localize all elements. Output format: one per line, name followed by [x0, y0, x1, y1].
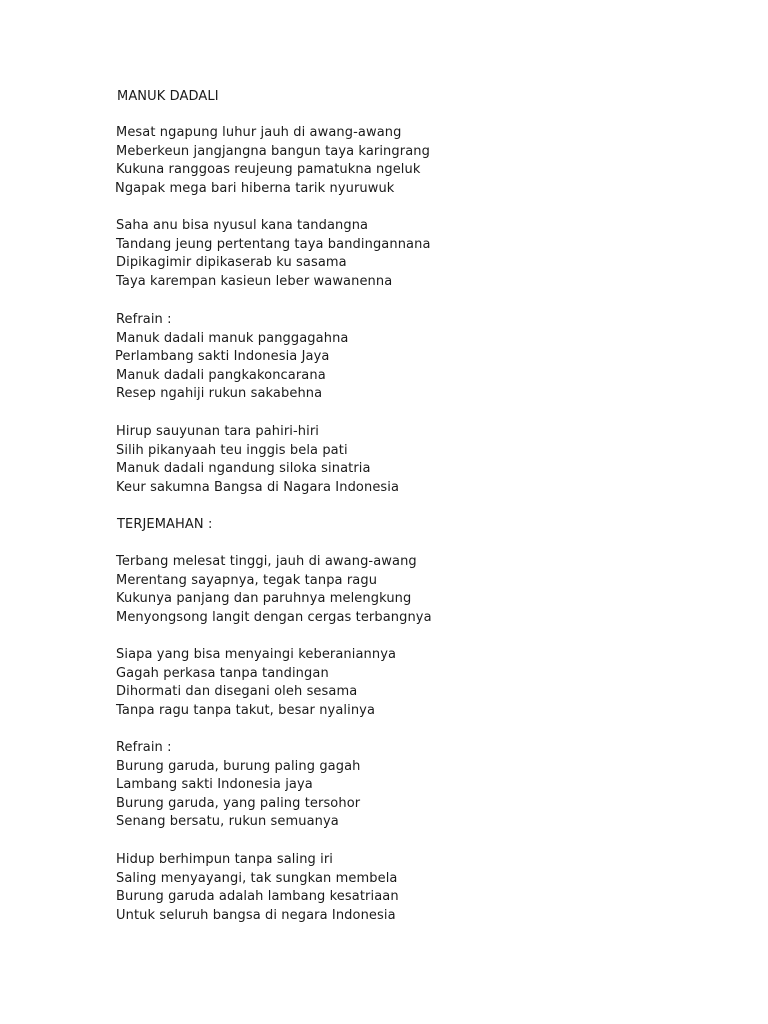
lyric-line: Resep ngahiji rukun sakabehna — [116, 386, 323, 402]
original-verse-2 — [116, 217, 431, 291]
lyric-line: Perlambang sakti Indonesia Jaya — [115, 349, 330, 365]
lyric-line: Kukunya panjang dan paruhnya melengkung — [116, 591, 412, 607]
lyric-line: Burung garuda adalah lambang kesatriaan — [116, 889, 399, 905]
lyric-line: Senang bersatu, rukun semuanya — [116, 814, 339, 830]
lyric-line: Manuk dadali manuk panggagahna — [116, 330, 349, 346]
lyric-line: Siapa yang bisa menyaingi keberaniannya — [116, 647, 397, 662]
lyric-line: Manuk dadali ngandung siloka sinatria — [116, 461, 371, 477]
lyric-line: Dipikagimir dipikaserab ku sasama — [116, 255, 347, 271]
lyric-line: Kukuna ranggoas reujeung pamatukna ngeluk — [116, 162, 421, 178]
translation-refrain — [116, 739, 361, 832]
lyric-line: Taya karempan kasieun leber wawanenna — [116, 273, 393, 289]
translation-verse-2 — [116, 646, 396, 720]
lyric-line: Gagah perkasa tanpa tandingan — [116, 665, 329, 681]
lyric-line: Silih pikanyaah teu inggis bela pati — [116, 442, 348, 458]
lyric-line: Burung garuda, burung paling gagah — [116, 758, 361, 774]
lyric-line: Meberkeun jangjangna bangun taya karingrang — [116, 143, 430, 159]
lyric-line: Hirup sauyunan tara pahiri-hiri — [116, 424, 319, 439]
original-verse-3 — [116, 423, 399, 497]
lyric-line: Burung garuda, yang paling tersohor — [116, 795, 361, 811]
lyric-line: Dihormati dan disegani oleh sesama — [116, 684, 358, 700]
lyric-line: Tandang jeung pertentang taya bandingannana — [116, 236, 431, 252]
lyric-line: Lambang sakti Indonesia jaya — [116, 777, 313, 793]
lyric-line: Terbang melesat tinggi, jauh di awang-awang — [116, 554, 417, 569]
lyric-line: Untuk seluruh bangsa di negara Indonesia — [116, 907, 396, 923]
lyric-line: Saling menyayangi, tak sungkan membela — [116, 870, 398, 886]
original-refrain — [116, 311, 348, 404]
refrain-label: Refrain : — [116, 312, 172, 327]
lyric-line: Mesat ngapung luhur jauh di awang-awang — [116, 125, 402, 140]
lyric-line: Saha anu bisa nyusul kana tandangna — [116, 218, 369, 233]
lyric-line: Tanpa ragu tanpa takut, besar nyalinya — [116, 702, 376, 718]
translation-heading: TERJEMAHAN : — [117, 517, 213, 532]
lyric-line: Menyongsong langit dengan cergas terbangnya — [116, 609, 432, 625]
translation-verse-1 — [116, 553, 432, 627]
song-title: MANUK DADALI — [117, 89, 219, 104]
lyric-line: Hidup berhimpun tanpa saling iri — [116, 852, 334, 867]
original-verse-1 — [116, 124, 430, 198]
lyric-line: Keur sakumna Bangsa di Nagara Indonesia — [116, 479, 400, 495]
refrain-label: Refrain : — [116, 740, 172, 755]
lyric-line: Manuk dadali pangkakoncarana — [116, 367, 326, 383]
lyric-line: Merentang sayapnya, tegak tanpa ragu — [116, 572, 378, 588]
translation-verse-3 — [116, 851, 399, 925]
lyric-line: Ngapak mega bari hiberna tarik nyuruwuk — [115, 180, 395, 196]
